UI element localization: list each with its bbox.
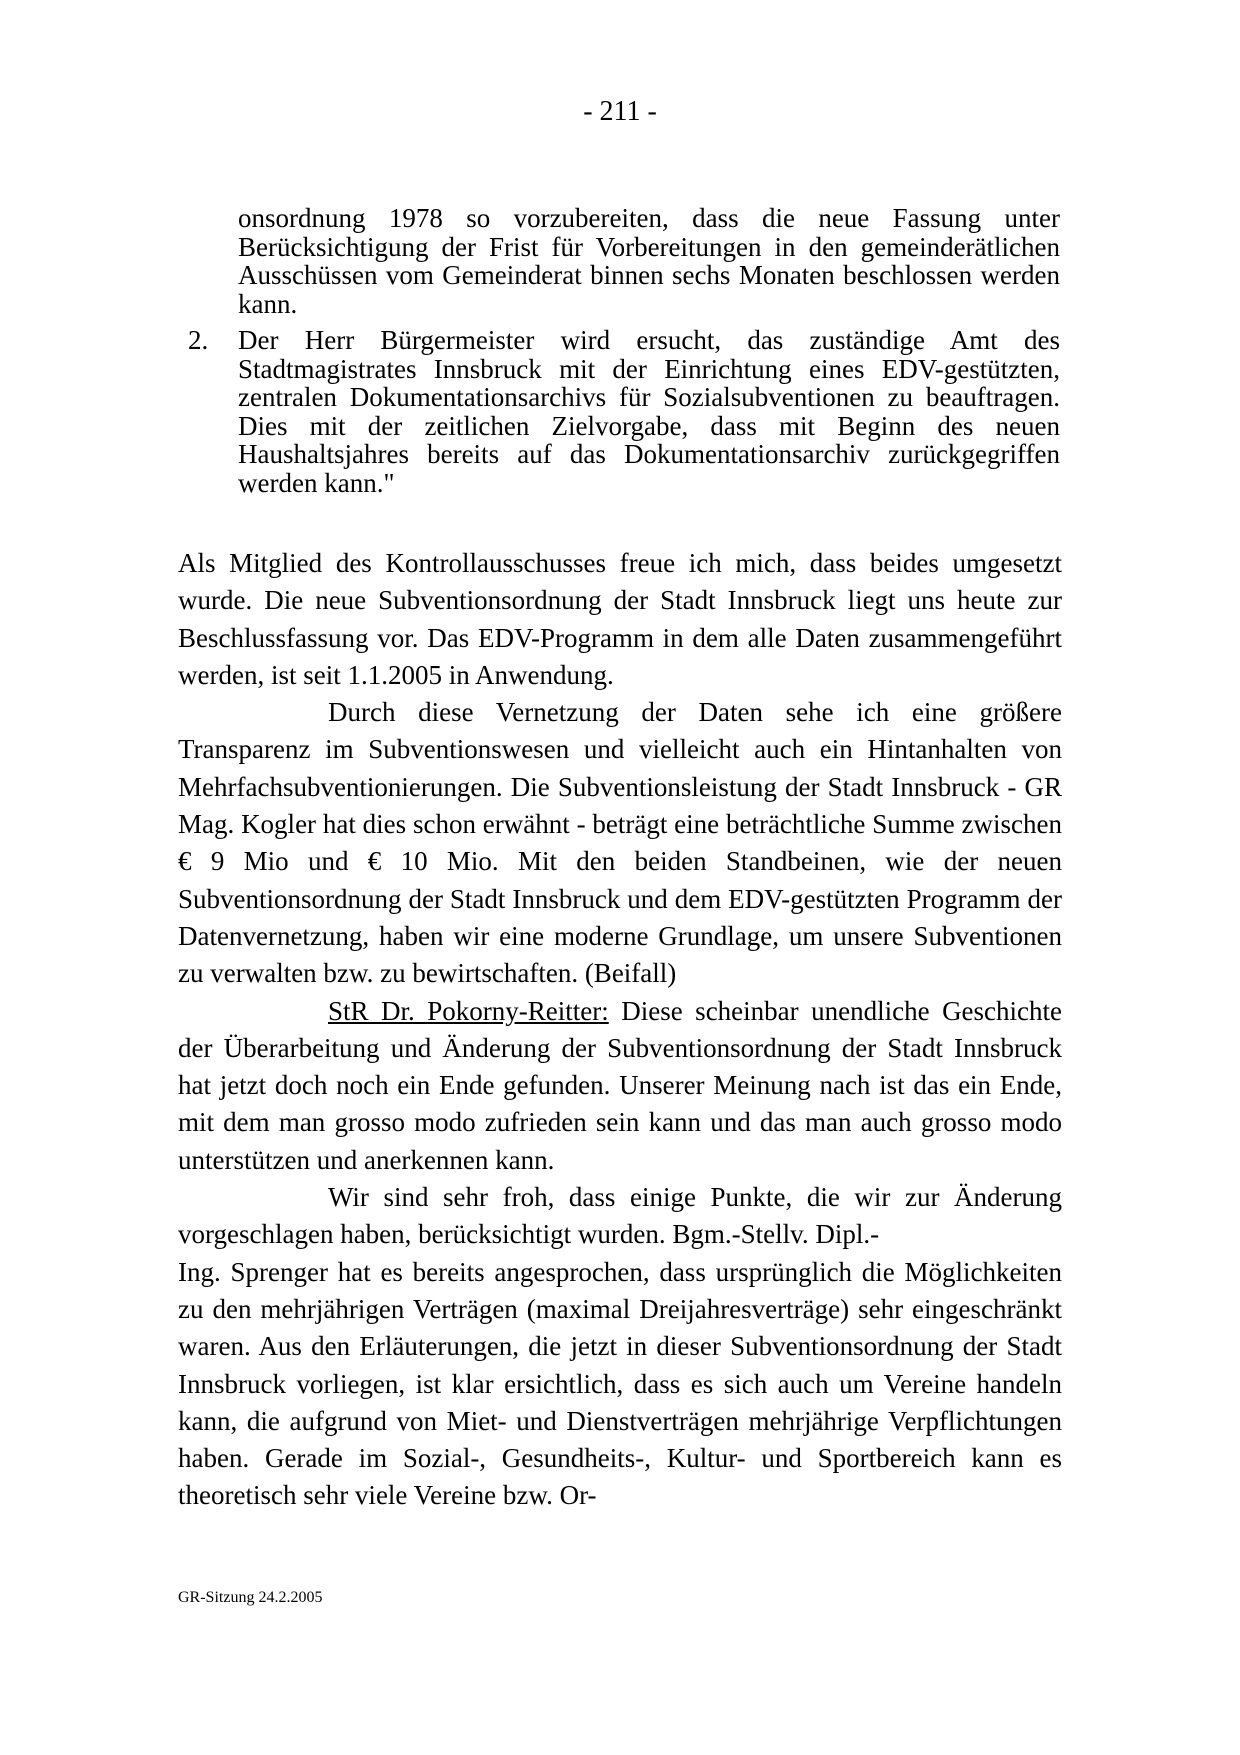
quote-item-number: 2. bbox=[188, 325, 209, 355]
paragraph-4: Wir sind sehr froh, dass einige Punkte, die wir zur Änderung vorgeschlagen haben, berücksichtigt wurden. Bgm.-Stellv. Dipl.- bbox=[178, 1182, 1062, 1250]
speaker-name: StR Dr. Pokorny-Reitter: bbox=[328, 995, 609, 1026]
body-text bbox=[178, 545, 1062, 1515]
paragraph-5: Ing. Sprenger hat es bereits angesprochen, dass ursprünglich die Möglichkeiten zu den mehrjährigen Verträgen (maximal Dreijahresverträge) sehr eingeschränkt waren. Aus den Erläuterungen, die jetzt in dieser Subventionsordnung der Stadt Innsbruck vorliegen, ist klar ersichtlich, dass es sich auch um Vereine handeln kann, die aufgrund von Miet- und Dienstverträgen mehrjährige Verpflichtungen haben. Gerade im Sozial-, Gesundheits-, Kultur- und Sportbereich kann es theoretisch sehr viele Vereine bzw. Or- bbox=[178, 1256, 1062, 1511]
quote-item-text: Der Herr Bürgermeister wird ersucht, das zuständige Amt des Stadtmagistrates Innsbruck mit der Einrichtung eines EDV-gestützten, zentralen Dokumentationsarchivs für Sozialsubventionen zu beauftragen. Dies mit der zeitlichen Zielvorgabe, dass mit Beginn des neuen Haushaltsjahres bereits auf das Dokumentationsarchiv zurückgegriffen werden kann." bbox=[238, 325, 1060, 498]
page-number: - 211 - bbox=[583, 96, 657, 127]
quoted-motion bbox=[180, 204, 1060, 497]
paragraph-1: Als Mitglied des Kontrollausschusses freue ich mich, dass beides umgesetzt wurde. Die neue Subventionsordnung der Stadt Innsbruck liegt uns heute zur Beschlussfassung vor. Das EDV-Programm in dem alle Daten zusammengeführt werden, ist seit 1.1.2005 in Anwendung. bbox=[178, 548, 1062, 690]
paragraph-3 bbox=[178, 993, 1062, 1179]
footer-session-date: GR-Sitzung 24.2.2005 bbox=[178, 1589, 323, 1606]
paragraph-2: Durch diese Vernetzung der Daten sehe ich eine größere Transparenz im Subventionswesen und vielleicht auch ein Hintanhalten von Mehrfachsubventionierungen. Die Subventionsleistung der Stadt Innsbruck - GR Mag. Kogler hat dies schon erwähnt - beträgt eine beträchtliche Summe zwischen € 9 Mio und € 10 Mio. Mit den beiden Standbeinen, wie der neuen Subventionsordnung der Stadt Innsbruck und dem EDV-gestützten Programm der Datenvernetzung, haben wir eine moderne Grundlage, um unsere Subventionen zu verwalten bzw. zu bewirtschaften. (Beifall) bbox=[178, 697, 1062, 989]
speaker-statement: Diese scheinbar unendliche Geschichte der Überarbeitung und Änderung der Subventionsordnung der Stadt Innsbruck hat jetzt doch noch ein Ende gefunden. Unserer Meinung nach ist das ein Ende, mit dem man grosso modo zufrieden sein kann und das man auch grosso modo unterstützen und anerkennen kann. bbox=[178, 995, 1063, 1175]
quote-item-2 bbox=[180, 326, 1060, 497]
quote-continuation: onsordnung 1978 so vorzubereiten, dass die neue Fassung unter Berücksichtigung der Frist für Vorbereitungen in den gemeinderätlichen Ausschüssen vom Gemeinderat binnen sechs Monaten beschlossen werden kann. bbox=[238, 203, 1060, 319]
